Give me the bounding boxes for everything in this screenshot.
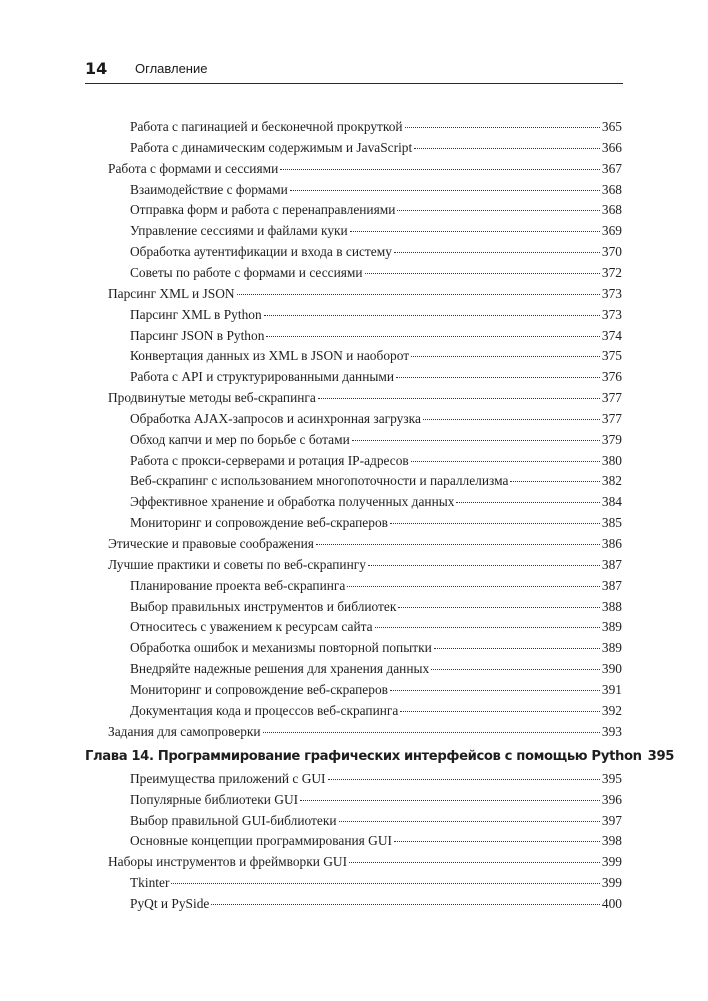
toc-entry-page: 393 [601,723,622,739]
toc-entry-title: Обход капчи и мер по борьбе с ботами [130,431,350,447]
toc-entry-title: Лучшие практики и советы по веб-скрапингу [108,556,366,572]
chapter-page: 395 [647,749,674,764]
toc-entry-page: 382 [601,473,622,489]
toc-entry-title: Выбор правильных инструментов и библиотек [130,598,397,614]
toc-entry-title: Работа с формами и сессиями [108,160,279,176]
leader-dots [394,841,600,842]
leader-dots [318,398,600,399]
leader-dots [394,252,600,253]
toc-entry-page: 372 [601,264,622,280]
toc-subsection-entry[interactable] [130,770,622,787]
toc-entry-title: Парсинг JSON в Python [130,327,265,343]
toc-section-entry[interactable] [108,160,622,177]
toc-entry-title: Советы по работе с формами и сессиями [130,264,363,280]
leader-dots [510,481,599,482]
toc-entry-page: 395 [601,771,622,786]
leader-dots [400,711,600,712]
leader-dots [434,648,600,649]
toc-subsection-entry[interactable] [130,681,622,698]
toc-entry-title: Эффективное хранение и обработка полученных данных [130,494,455,510]
toc-entry-title: Документация кода и процессов веб-скрапинга [130,702,399,718]
leader-dots [368,565,600,566]
toc-subsection-entry[interactable] [130,368,622,385]
toc-subsection-entry[interactable] [130,327,622,344]
page-number: 14 [85,59,108,78]
toc-section-entry[interactable] [108,389,622,406]
chapter-heading[interactable] [85,748,674,766]
toc-entry-title: Продвинутые методы веб-скрапинга [108,390,316,406]
toc-entry-page: 389 [601,640,622,656]
toc-entry-title: Этические и правовые соображения [108,536,314,551]
toc-subsection-entry[interactable] [130,410,622,427]
leader-dots [316,544,600,545]
toc-subsection-entry[interactable] [130,702,622,719]
toc-entry-page: 399 [601,854,622,870]
leader-dots [211,904,600,905]
toc-entry-title: Работа с прокси-серверами и ротация IP-адресов [130,452,409,468]
leader-dots [414,148,600,149]
toc-entry-page: 388 [601,598,622,614]
leader-dots [411,356,600,357]
toc-entry-page: 375 [601,348,622,364]
toc-entry-title: Популярные библиотеки GUI [130,791,299,807]
toc-subsection-entry[interactable] [130,181,622,198]
leader-dots [171,883,599,884]
toc-subsection-entry[interactable] [130,452,622,469]
toc-entry-page: 369 [601,223,622,239]
toc-subsection-entry[interactable] [130,618,622,635]
leader-dots [390,523,600,524]
leader-dots [405,127,600,128]
toc-subsection-entry[interactable] [130,577,622,594]
toc-subsection-entry[interactable] [130,347,622,364]
toc-entry-page: 377 [601,390,622,406]
toc-entry-page: 398 [601,833,622,849]
toc-subsection-entry[interactable] [130,874,622,891]
toc-subsection-entry[interactable] [130,243,622,260]
toc-entry-title: Относитесь с уважением к ресурсам сайта [130,619,373,635]
toc-entry-page: 392 [601,702,622,718]
toc-subsection-entry[interactable] [130,832,622,849]
toc-entry-title: Работа с динамическим содержимым и JavaScript [130,139,413,155]
leader-dots [390,690,600,691]
toc-entry-page: 379 [601,431,622,447]
leader-dots [375,627,600,628]
toc-entry-page: 396 [601,791,622,807]
toc-entry-page: 397 [601,812,622,828]
toc-entry-page: 390 [601,661,622,677]
toc-subsection-entry[interactable] [130,201,622,218]
toc-subsection-entry[interactable] [130,264,622,281]
leader-dots [456,502,599,503]
toc-entry-page: 368 [601,181,622,197]
leader-dots [290,190,600,191]
toc-entry-title: Выбор правильной GUI-библиотеки [130,812,337,828]
toc-entry-title: Веб-скрапинг с использованием многопоточности и параллелизма [130,473,509,489]
toc-entry-title: Работа с пагинацией и бесконечной прокруткой [130,119,403,134]
toc-entry-page: 387 [601,556,622,572]
toc-entry-page: 366 [601,139,622,155]
leader-dots [396,377,600,378]
leader-dots [263,732,600,733]
toc-entry-title: Обработка AJAX-запросов и асинхронная загрузка [130,410,421,426]
toc-entry-title: Работа с API и структурированными данными [130,369,395,385]
toc-subsection-entry[interactable] [130,222,622,239]
leader-dots [352,440,600,441]
toc-section-entry[interactable] [108,723,622,740]
toc-section-entry[interactable] [108,285,622,302]
toc-subsection-entry[interactable] [130,812,622,829]
page-header [85,57,623,84]
toc-subsection-entry[interactable] [130,791,622,808]
toc-entry-title: Внедряйте надежные решения для хранения данных [130,661,430,677]
leader-dots [397,210,600,211]
toc-section-entry[interactable] [108,556,622,573]
toc-subsection-entry[interactable] [130,139,622,156]
leader-dots [423,419,600,420]
toc-entry-title: Обработка аутентификации и входа в систему [130,244,392,260]
toc-entry-page: 365 [601,119,622,134]
toc-entry-page: 373 [601,285,622,301]
toc-subsection-entry[interactable] [130,306,622,323]
toc-section-entry[interactable] [108,853,622,870]
toc-entry-page: 377 [601,410,622,426]
toc-section-entry[interactable] [108,535,622,552]
leader-dots [237,294,600,295]
leader-dots [431,669,600,670]
toc-entry-page: 370 [601,244,622,260]
toc-entry-page: 374 [601,327,622,343]
toc-entry-page: 391 [601,681,622,697]
leader-dots [350,231,600,232]
toc-entry-page: 373 [601,306,622,322]
toc-entry-title: Отправка форм и работа с перенаправлениями [130,202,396,218]
leader-dots [280,169,600,170]
toc-entry-title: Мониторинг и сопровождение веб-скраперов [130,515,388,531]
toc-entry-title: Обработка ошибок и механизмы повторной попытки [130,640,432,656]
toc-entry-page: 389 [601,619,622,635]
toc-entry-page: 384 [601,494,622,510]
toc-entry-page: 380 [601,452,622,468]
leader-dots [398,607,600,608]
toc-entry-page: 368 [601,202,622,218]
toc-entry-page: 399 [601,875,622,890]
chapter-title: Глава 14. Программирование графических интерфейсов с помощью Python [85,749,642,764]
toc-entry-page: 367 [601,160,622,176]
toc-entry-page: 400 [601,895,622,911]
toc-subsection-entry[interactable] [130,598,622,615]
toc-entry-page: 385 [601,515,622,531]
running-title: Оглавление [135,61,208,76]
toc-subsection-entry[interactable] [130,472,622,489]
toc-subsection-entry[interactable] [130,639,622,656]
toc-entry-title: Конвертация данных из XML в JSON и наоборот [130,348,410,364]
toc-subsection-entry[interactable] [130,895,622,912]
toc-entry-title: Управление сессиями и файлами куки [130,223,348,239]
toc-entry-title: Задания для самопроверки [108,723,261,739]
toc-entry-title: Парсинг XML и JSON [108,285,235,301]
leader-dots [365,273,600,274]
leader-dots [339,821,600,822]
toc-entry-title: Взаимодействие с формами [130,181,288,197]
toc-subsection-entry[interactable] [130,118,622,135]
toc-entry-page: 376 [601,369,622,385]
toc-entry-page: 387 [601,577,622,593]
toc-entry-title: Наборы инструментов и фреймворки GUI [108,854,348,870]
toc-entry-title: Основные концепции программирования GUI [130,833,392,849]
leader-dots [300,800,600,801]
toc-subsection-entry[interactable] [130,493,622,510]
leader-dots [266,336,600,337]
toc-subsection-entry[interactable] [130,660,622,677]
leader-dots [349,862,600,863]
toc-entry-title: Tkinter [130,875,170,890]
toc-subsection-entry[interactable] [130,514,622,531]
toc-subsection-entry[interactable] [130,431,622,448]
toc-entry-title: Мониторинг и сопровождение веб-скраперов [130,681,388,697]
toc-entry-title: Парсинг XML в Python [130,306,262,322]
toc-entry-title: PyQt и PySide [130,895,210,911]
leader-dots [411,461,600,462]
leader-dots [328,779,600,780]
toc-entry-page: 386 [601,536,622,551]
leader-dots [347,586,600,587]
leader-dots [264,315,600,316]
toc-entry-title: Планирование проекта веб-скрапинга [130,577,346,593]
toc-entry-title: Преимущества приложений с GUI [130,771,326,786]
